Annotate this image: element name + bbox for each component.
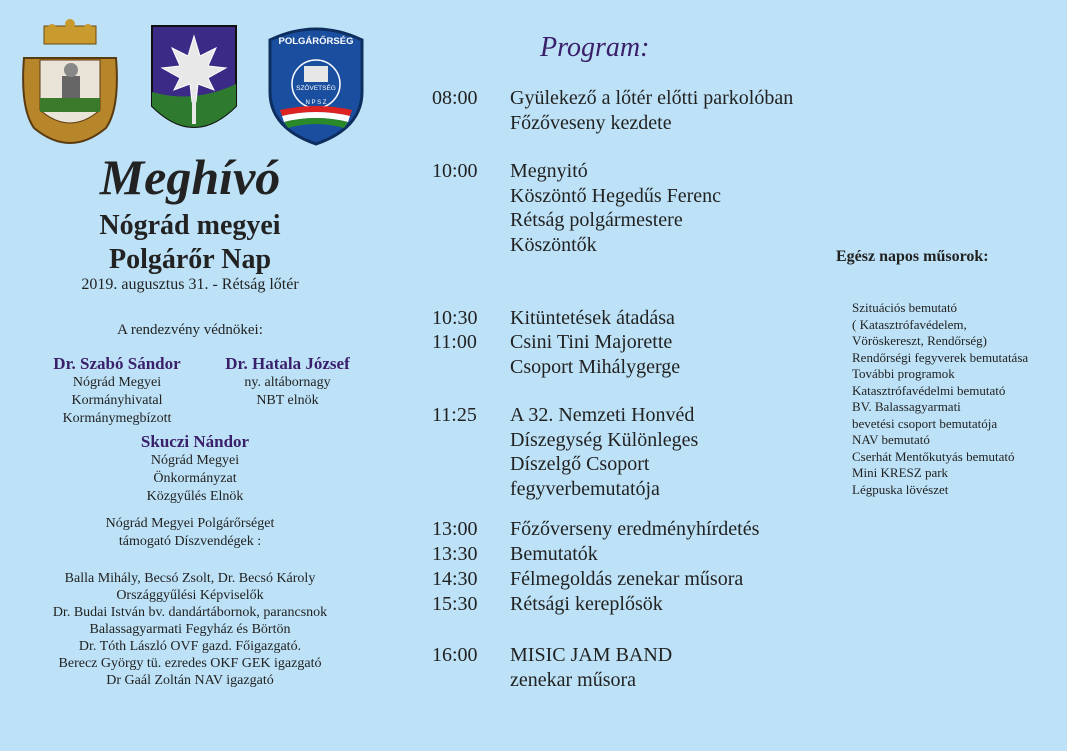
sponsor-line: Dr. Budai István bv. dandártábornok, parancsnok bbox=[52, 605, 328, 620]
allday-title: Egész napos műsorok: bbox=[836, 248, 989, 265]
patron-3 bbox=[90, 432, 300, 506]
allday-line: Szituációs bemutató bbox=[852, 300, 958, 315]
patron-line: NBT elnök bbox=[256, 393, 319, 408]
allday-list bbox=[852, 300, 1028, 498]
allday-line: bevetési csoport bemutatója bbox=[852, 415, 998, 431]
patron-1 bbox=[22, 354, 212, 428]
program-line: zenekar műsora bbox=[510, 668, 637, 691]
subtitle-line-2: Polgárőr Nap bbox=[108, 244, 272, 275]
program-time: 10:30 bbox=[432, 307, 478, 329]
program-line: Díszelgő Csoport bbox=[510, 453, 650, 475]
allday-line: Mini KRESZ park bbox=[852, 465, 949, 480]
program-time: 13:30 bbox=[432, 543, 478, 565]
sponsor-line: Balla Mihály, Becsó Zsolt, Dr. Becsó Károly bbox=[64, 571, 316, 586]
sponsor-line: Dr. Tóth László OVF gazd. Főigazgató. bbox=[78, 639, 302, 654]
polgarorseg-shield-icon bbox=[266, 22, 366, 146]
program-item bbox=[432, 306, 675, 331]
patron-name: Skuczi Nándor bbox=[140, 432, 250, 451]
program-item bbox=[432, 159, 721, 257]
program-line: Bemutatók bbox=[510, 543, 598, 565]
allday-line: Katasztrófavédelmi bemutató bbox=[852, 382, 1006, 398]
sponsors-label-line: Nógrád Megyei Polgárőrséget bbox=[105, 516, 275, 531]
sponsor-line: Országgyűlési Képviselők bbox=[116, 588, 264, 603]
program-item bbox=[432, 542, 598, 567]
program-line: Díszegység Különleges bbox=[510, 428, 699, 451]
allday-line: NAV bemutató bbox=[852, 432, 930, 447]
sponsors-list bbox=[20, 570, 360, 689]
program-item bbox=[432, 592, 663, 617]
coat-of-arms-icon bbox=[14, 18, 126, 150]
program-line: Csoport Mihálygerge bbox=[510, 355, 681, 378]
program-line: Kitüntetések átadása bbox=[510, 307, 675, 329]
allday-line: Légpuska lövészet bbox=[852, 481, 949, 497]
patron-name: Dr. Hatala József bbox=[225, 354, 350, 373]
program-title: Program: bbox=[540, 32, 650, 63]
sponsor-line: Balassagyarmati Fegyház és Börtön bbox=[89, 622, 291, 637]
patrons-label: A rendezvény védnökei: bbox=[117, 322, 263, 338]
program-line: Rétság polgármestere bbox=[510, 209, 683, 231]
allday-line: Cserhát Mentőkutyás bemutató bbox=[852, 448, 1015, 464]
program-time: 16:00 bbox=[432, 644, 478, 666]
maple-leaf-emblem-icon bbox=[150, 24, 238, 144]
program-item bbox=[432, 330, 680, 379]
program-time: 08:00 bbox=[432, 87, 478, 109]
patron-line: Kormányhivatal bbox=[71, 393, 163, 408]
program-item bbox=[432, 567, 743, 592]
program-line: Gyülekező a lőtér előtti parkolóban bbox=[510, 87, 794, 109]
program-line: Köszöntő Hegedűs Ferenc bbox=[510, 184, 722, 207]
shield-top-text: POLGÁRŐRSÉG bbox=[278, 36, 354, 47]
patron-line: Kormánymegbízott bbox=[62, 411, 172, 426]
program-time: 13:00 bbox=[432, 518, 478, 540]
program-time: 10:00 bbox=[432, 160, 478, 182]
page-title: Meghívó bbox=[99, 149, 281, 205]
program-line: Csini Tini Majorette bbox=[510, 331, 673, 353]
patron-line: Közgyűlés Elnök bbox=[146, 489, 244, 504]
program-line: A 32. Nemzeti Honvéd bbox=[510, 404, 695, 426]
program-item bbox=[432, 643, 672, 692]
event-date-location: 2019. augusztus 31. - Rétság lőtér bbox=[81, 276, 299, 293]
allday-line: BV. Balassagyarmati bbox=[852, 399, 961, 414]
patron-line: Önkormányzat bbox=[153, 471, 237, 486]
sponsor-line: Berecz György tü. ezredes OKF GEK igazgató bbox=[58, 656, 322, 671]
program-line: MISIC JAM BAND bbox=[510, 644, 673, 666]
program-item bbox=[432, 403, 698, 501]
sponsor-line: Dr Gaál Zoltán NAV igazgató bbox=[106, 673, 274, 688]
patron-2 bbox=[205, 354, 370, 410]
program-line: Rétsági kereplősök bbox=[510, 593, 663, 615]
program-line: Megnyitó bbox=[510, 160, 588, 182]
program-time: 11:00 bbox=[432, 331, 477, 353]
patron-name: Dr. Szabó Sándor bbox=[53, 354, 181, 373]
patron-line: Nógrád Megyei bbox=[150, 453, 240, 468]
allday-line: További programok bbox=[852, 366, 955, 381]
program-time: 14:30 bbox=[432, 568, 478, 590]
program-line: Köszöntők bbox=[510, 233, 597, 256]
patron-line: Nógrád Megyei bbox=[72, 375, 162, 390]
patron-line: ny. altábornagy bbox=[244, 375, 331, 390]
allday-line: Vöröskereszt, Rendőrség) bbox=[852, 333, 988, 348]
allday-line: ( Katasztrófavédelem, bbox=[852, 316, 967, 332]
sponsors-label-line: támogató Díszvendégek : bbox=[118, 534, 262, 549]
allday-line: Rendőrségi fegyverek bemutatása bbox=[852, 349, 1029, 365]
program-line: Főzőverseny eredményhírdetés bbox=[510, 518, 760, 540]
subtitle-line-1: Nógrád megyei bbox=[99, 210, 281, 241]
program-item bbox=[432, 86, 793, 135]
shield-bottom-text: N P S Z bbox=[305, 100, 327, 106]
program-time: 11:25 bbox=[432, 404, 477, 426]
sponsors-label bbox=[40, 515, 340, 551]
program-line: Félmegoldás zenekar műsora bbox=[510, 568, 744, 590]
program-line: fegyverbemutatója bbox=[510, 477, 660, 500]
program-item bbox=[432, 517, 759, 542]
program-time: 15:30 bbox=[432, 593, 478, 615]
shield-mid-text: SZÖVETSÉG bbox=[296, 85, 336, 92]
program-line: Főzőveseny kezdete bbox=[510, 111, 672, 134]
